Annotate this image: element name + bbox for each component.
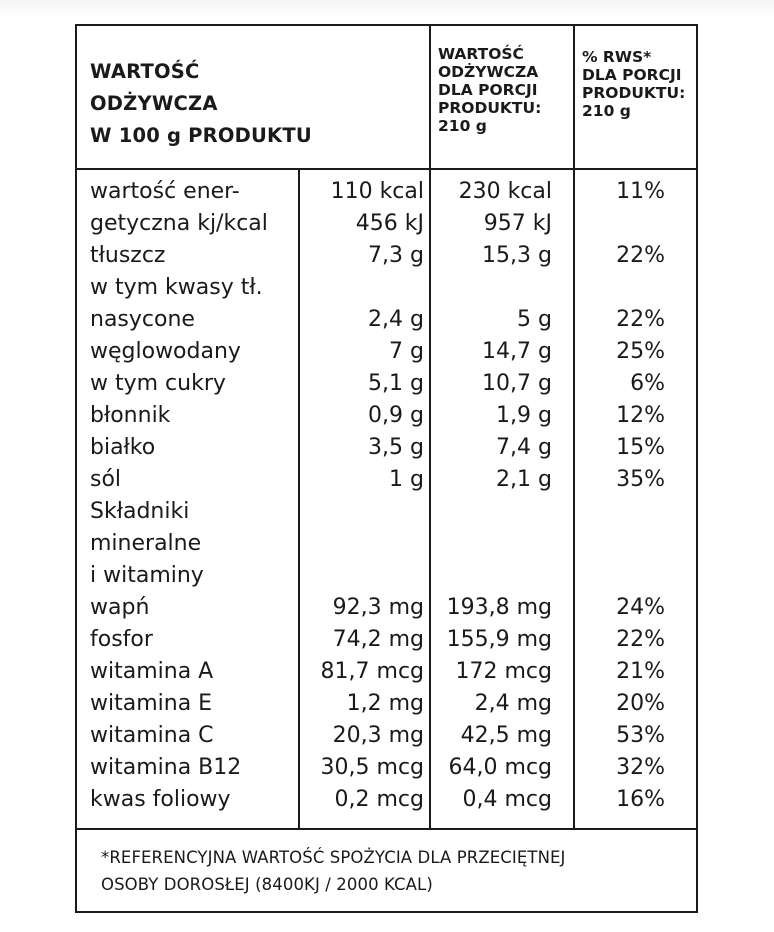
footnote-top-border [77,828,696,830]
value-per-portion: 2,1 g [496,467,552,492]
table-row [77,560,696,592]
value-per-portion: 0,4 mcg [462,787,552,812]
nutrient-name: białko [90,435,156,460]
nutrient-name: kwas foliowy [90,787,231,812]
table-row [77,176,696,208]
value-per-100g: 7 g [389,339,424,364]
value-per-portion: 15,3 g [482,243,552,268]
value-per-portion: 5 g [517,307,552,332]
table-row [77,752,696,784]
value-per-100g: 456 kJ [355,211,424,236]
table-row [77,720,696,752]
value-per-100g: 2,4 g [368,307,424,332]
table-row [77,272,696,304]
value-per-100g: 81,7 mcg [320,659,424,684]
nutrient-name: wapń [90,595,150,620]
table-row [77,368,696,400]
value-per-portion: 957 kJ [483,211,552,236]
rws-percent: 11% [616,179,665,204]
table-row [77,464,696,496]
header-divider-2 [573,26,575,170]
value-per-100g: 92,3 mg [332,595,424,620]
nutrient-name: węglowodany [90,339,241,364]
nutrient-name: fosfor [90,627,153,652]
table-row [77,400,696,432]
rws-percent: 32% [616,755,665,780]
nutrient-name: w tym kwasy tł. [90,275,263,300]
header-per-portion: WARTOŚĆ ODŻYWCZA DLA PORCJI PRODUKTU: 210 g [438,45,542,135]
nutrient-name: witamina A [90,659,214,684]
table-row [77,624,696,656]
footnote: *REFERENCYJNA WARTOŚĆ SPOŻYCIA DLA PRZECIĘTNEJ OSOBY DOROSŁEJ (8400KJ / 2000 KCAL) [101,848,566,894]
value-per-portion: 155,9 mg [446,627,552,652]
value-per-100g: 7,3 g [368,243,424,268]
rws-percent: 35% [616,467,665,492]
header-divider-1 [429,26,431,170]
value-per-portion: 14,7 g [482,339,552,364]
table-row [77,208,696,240]
rws-percent: 22% [616,243,665,268]
nutrient-name: błonnik [90,403,171,428]
rws-percent: 15% [616,435,665,460]
nutrient-name: witamina E [90,691,213,716]
nutrient-name: witamina B12 [90,755,242,780]
header-rws: % RWS* DLA PORCJI PRODUKTU: 210 g [582,48,686,120]
table-row [77,496,696,528]
table-row [77,528,696,560]
table-row [77,432,696,464]
value-per-100g: 110 kcal [330,179,424,204]
header-bottom-border [77,168,696,170]
value-per-100g: 3,5 g [368,435,424,460]
value-per-100g: 1,2 mg [346,691,424,716]
nutrient-name: i witaminy [90,563,204,588]
value-per-100g: 5,1 g [368,371,424,396]
rws-percent: 22% [616,307,665,332]
rws-percent: 22% [616,627,665,652]
value-per-100g: 74,2 mg [332,627,424,652]
nutrient-name: tłuszcz [90,243,166,268]
value-per-portion: 7,4 g [496,435,552,460]
value-per-portion: 42,5 mg [460,723,552,748]
nutrient-name: mineralne [90,531,202,556]
value-per-portion: 10,7 g [482,371,552,396]
value-per-100g: 1 g [389,467,424,492]
value-per-100g: 30,5 mcg [320,755,424,780]
value-per-portion: 1,9 g [496,403,552,428]
rws-percent: 16% [616,787,665,812]
table-row [77,784,696,816]
value-per-portion: 172 mcg [455,659,552,684]
nutrient-name: getyczna kj/kcal [90,211,268,236]
table-row [77,656,696,688]
nutrient-name: wartość ener- [90,179,240,204]
nutrient-name: sól [90,467,122,492]
value-per-portion: 2,4 mg [474,691,552,716]
nutrient-name: nasycone [90,307,195,332]
table-row [77,304,696,336]
value-per-100g: 20,3 mg [332,723,424,748]
rws-percent: 6% [630,371,665,396]
value-per-100g: 0,2 mcg [334,787,424,812]
value-per-portion: 230 kcal [458,179,552,204]
header-per-100g: WARTOŚĆ ODŻYWCZA W 100 g PRODUKTU [90,60,312,147]
rws-percent: 21% [616,659,665,684]
value-per-portion: 64,0 mcg [448,755,552,780]
table-row [77,240,696,272]
value-per-100g: 0,9 g [368,403,424,428]
rws-percent: 12% [616,403,665,428]
table-row [77,336,696,368]
rws-percent: 24% [616,595,665,620]
rws-percent: 20% [616,691,665,716]
nutrition-label [75,24,698,913]
nutrient-name: witamina C [90,723,214,748]
value-per-portion: 193,8 mg [446,595,552,620]
table-row [77,688,696,720]
nutrient-name: Składniki [90,499,190,524]
rws-percent: 53% [616,723,665,748]
nutrient-name: w tym cukry [90,371,226,396]
table-row [77,592,696,624]
rws-percent: 25% [616,339,665,364]
